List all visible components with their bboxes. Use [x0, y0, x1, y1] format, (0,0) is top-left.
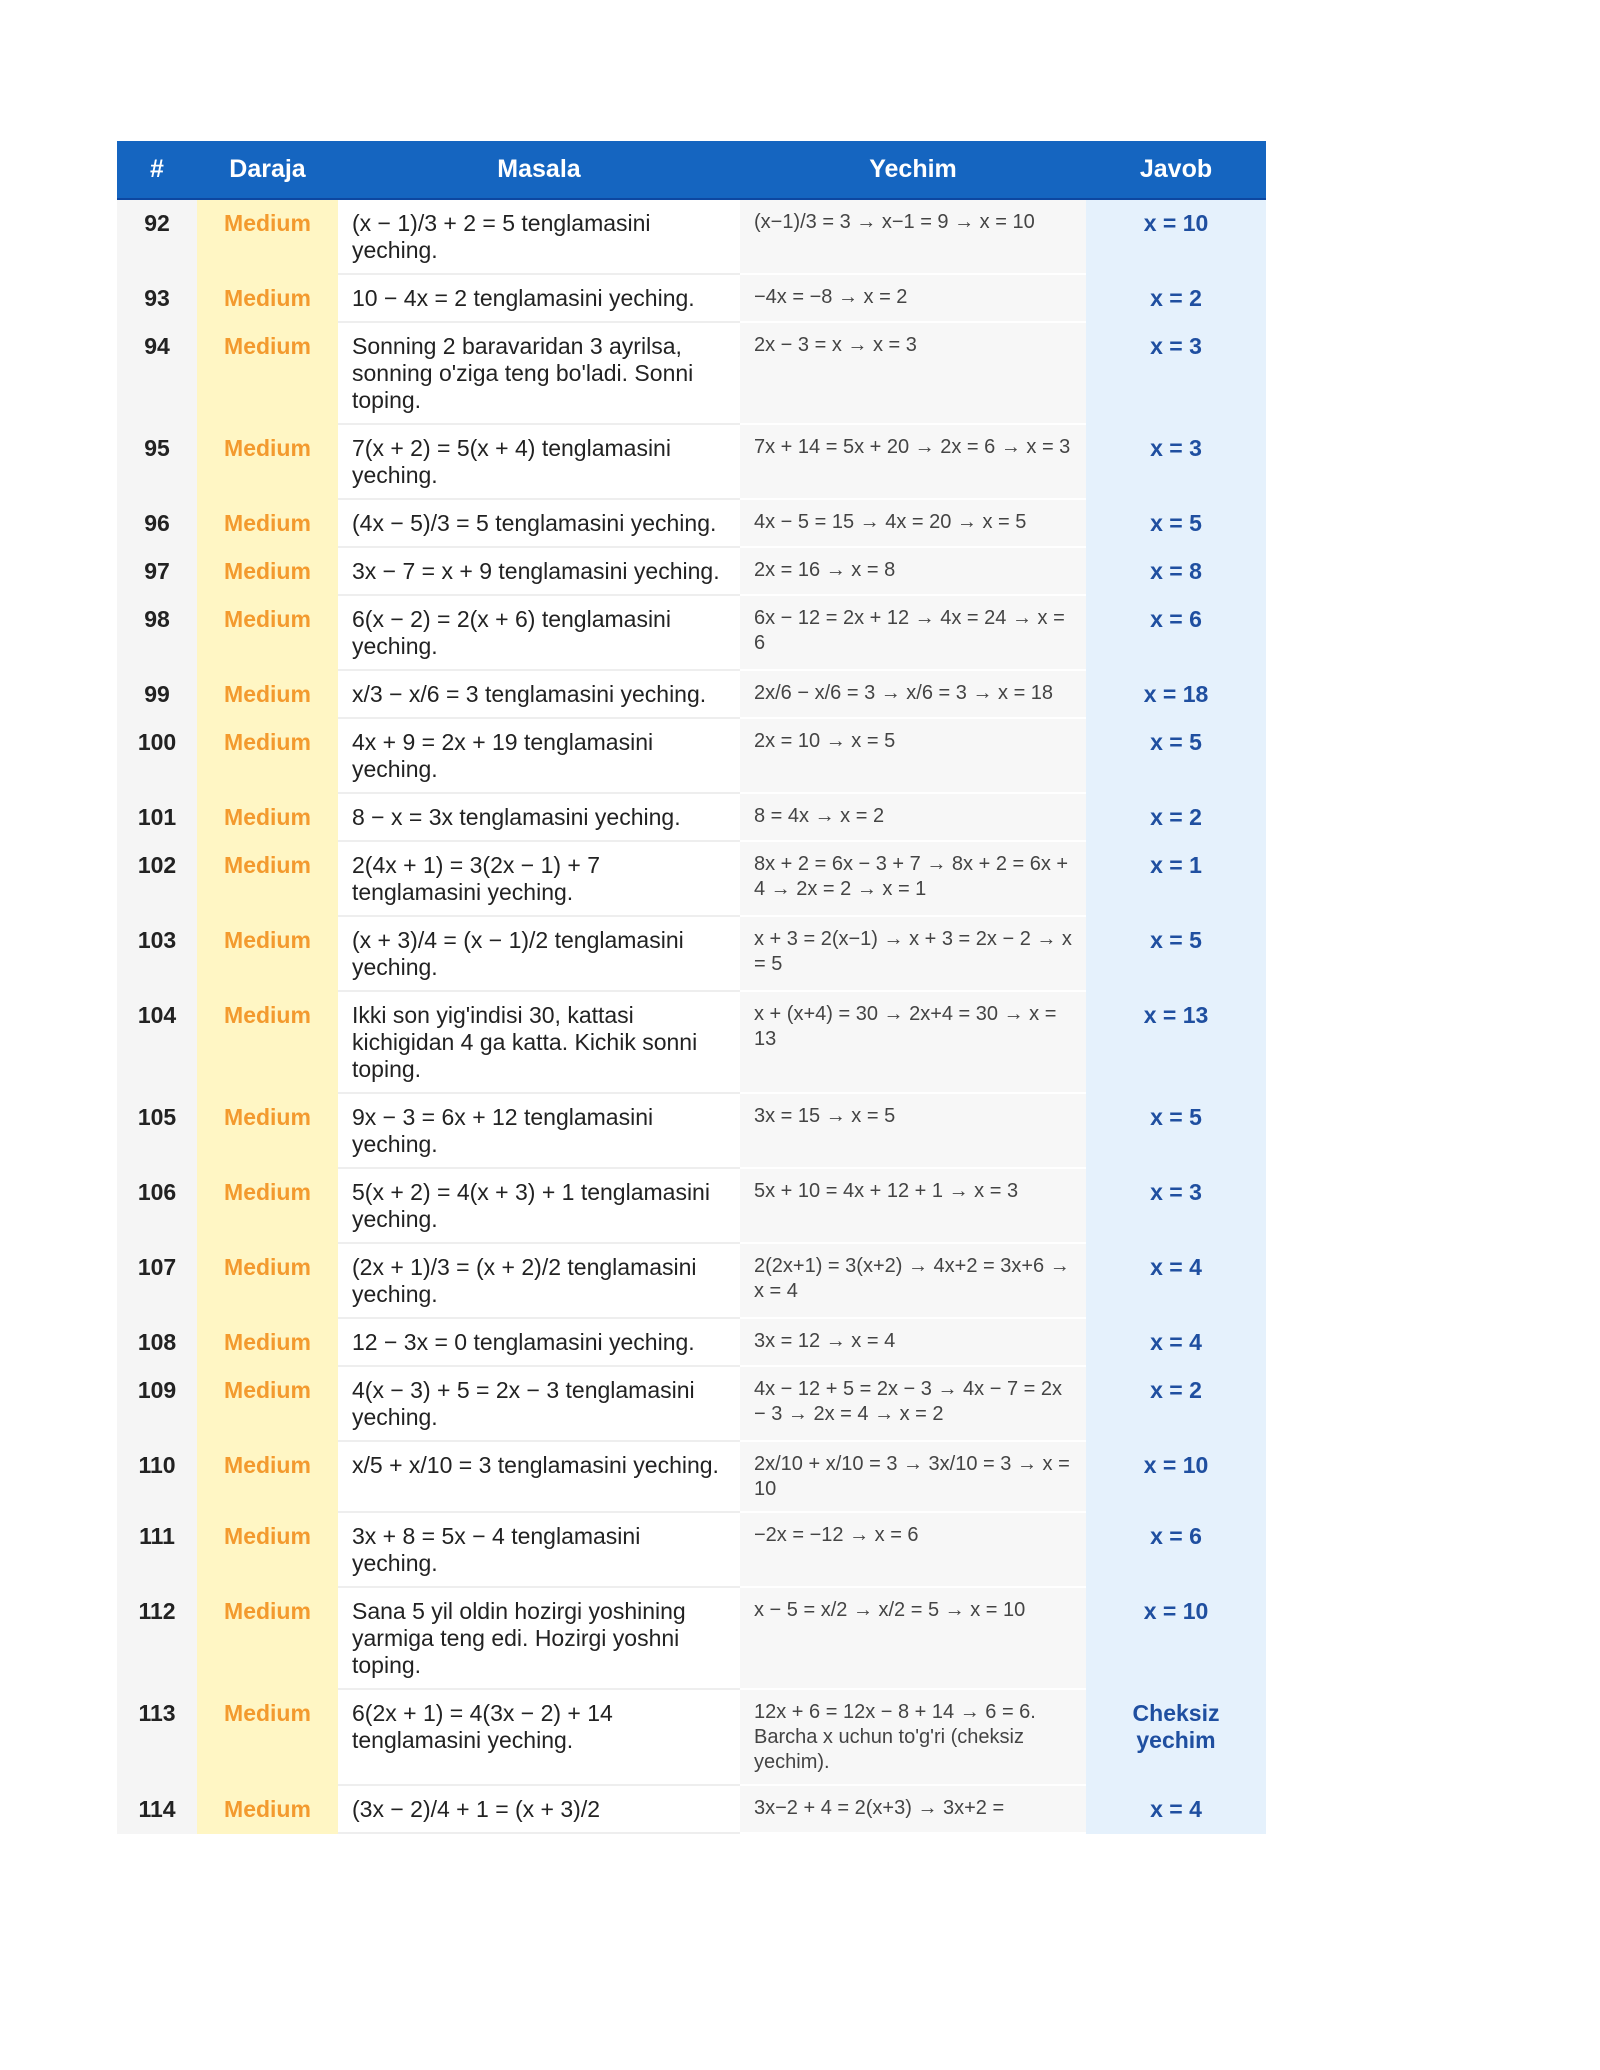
difficulty-level: Medium — [197, 548, 338, 596]
table-row — [117, 596, 1266, 671]
difficulty-level: Medium — [197, 500, 338, 548]
problem-text: (3x − 2)/4 + 1 = (x + 3)/2 — [338, 1786, 740, 1834]
row-number: 103 — [117, 917, 197, 992]
answer-text: x = 13 — [1086, 992, 1266, 1094]
problem-text: Ikki son yig'indisi 30, kattasi kichigidan 4 ga katta. Kichik sonni toping. — [338, 992, 740, 1094]
answer-text: x = 3 — [1086, 425, 1266, 500]
table-row — [117, 1786, 1266, 1834]
table-row — [117, 500, 1266, 548]
problem-text: 3x − 7 = x + 9 tenglamasini yeching. — [338, 548, 740, 596]
answer-text: x = 10 — [1086, 1442, 1266, 1513]
table-row — [117, 1319, 1266, 1367]
table-row — [117, 992, 1266, 1094]
difficulty-level: Medium — [197, 917, 338, 992]
table-row — [117, 1513, 1266, 1588]
answer-text: x = 5 — [1086, 1094, 1266, 1169]
difficulty-level: Medium — [197, 275, 338, 323]
problem-text: 2(4x + 1) = 3(2x − 1) + 7 tenglamasini yeching. — [338, 842, 740, 917]
row-number: 104 — [117, 992, 197, 1094]
row-number: 108 — [117, 1319, 197, 1367]
table-body — [117, 200, 1266, 1834]
solution-text: 2x = 16 → x = 8 — [740, 548, 1086, 596]
solution-text: 7x + 14 = 5x + 20 → 2x = 6 → x = 3 — [740, 425, 1086, 500]
answer-text: x = 2 — [1086, 275, 1266, 323]
answer-text: x = 3 — [1086, 323, 1266, 425]
answer-text: x = 4 — [1086, 1244, 1266, 1319]
row-number: 107 — [117, 1244, 197, 1319]
header-level: Daraja — [197, 141, 338, 200]
problem-text: 4(x − 3) + 5 = 2x − 3 tenglamasini yeching. — [338, 1367, 740, 1442]
row-number: 112 — [117, 1588, 197, 1690]
row-number: 99 — [117, 671, 197, 719]
difficulty-level: Medium — [197, 992, 338, 1094]
table-row — [117, 1169, 1266, 1244]
solution-text: 2x/10 + x/10 = 3 → 3x/10 = 3 → x = 10 — [740, 1442, 1086, 1513]
difficulty-level: Medium — [197, 1094, 338, 1169]
row-number: 111 — [117, 1513, 197, 1588]
table-row — [117, 548, 1266, 596]
solution-text: 2x/6 − x/6 = 3 → x/6 = 3 → x = 18 — [740, 671, 1086, 719]
problems-table — [117, 141, 1266, 1834]
table-row — [117, 200, 1266, 275]
problem-text: 3x + 8 = 5x − 4 tenglamasini yeching. — [338, 1513, 740, 1588]
answer-text: x = 5 — [1086, 500, 1266, 548]
answer-text: x = 5 — [1086, 917, 1266, 992]
difficulty-level: Medium — [197, 719, 338, 794]
header-number: # — [117, 141, 197, 200]
difficulty-level: Medium — [197, 1588, 338, 1690]
table-row — [117, 275, 1266, 323]
answer-text: x = 4 — [1086, 1786, 1266, 1834]
difficulty-level: Medium — [197, 1442, 338, 1513]
solution-text: 3x−2 + 4 = 2(x+3) → 3x+2 = — [740, 1786, 1086, 1834]
problem-text: Sonning 2 baravaridan 3 ayrilsa, sonning o'ziga teng bo'ladi. Sonni toping. — [338, 323, 740, 425]
row-number: 100 — [117, 719, 197, 794]
difficulty-level: Medium — [197, 200, 338, 275]
row-number: 105 — [117, 1094, 197, 1169]
solution-text: 2x = 10 → x = 5 — [740, 719, 1086, 794]
row-number: 94 — [117, 323, 197, 425]
problem-text: x/3 − x/6 = 3 tenglamasini yeching. — [338, 671, 740, 719]
answer-text: x = 4 — [1086, 1319, 1266, 1367]
problem-text: 5(x + 2) = 4(x + 3) + 1 tenglamasini yeching. — [338, 1169, 740, 1244]
header-problem: Masala — [338, 141, 740, 200]
table-row — [117, 425, 1266, 500]
answer-text: x = 18 — [1086, 671, 1266, 719]
row-number: 106 — [117, 1169, 197, 1244]
table-row — [117, 671, 1266, 719]
table-row — [117, 1588, 1266, 1690]
answer-text: x = 2 — [1086, 1367, 1266, 1442]
answer-text: x = 6 — [1086, 596, 1266, 671]
table-row — [117, 1094, 1266, 1169]
difficulty-level: Medium — [197, 1319, 338, 1367]
table-row — [117, 794, 1266, 842]
table-row — [117, 1690, 1266, 1786]
solution-text: 8 = 4x → x = 2 — [740, 794, 1086, 842]
difficulty-level: Medium — [197, 794, 338, 842]
solution-text: x + (x+4) = 30 → 2x+4 = 30 → x = 13 — [740, 992, 1086, 1094]
difficulty-level: Medium — [197, 1244, 338, 1319]
difficulty-level: Medium — [197, 1169, 338, 1244]
difficulty-level: Medium — [197, 1690, 338, 1786]
problem-text: 4x + 9 = 2x + 19 tenglamasini yeching. — [338, 719, 740, 794]
solution-text: 2(2x+1) = 3(x+2) → 4x+2 = 3x+6 → x = 4 — [740, 1244, 1086, 1319]
problem-text: (4x − 5)/3 = 5 tenglamasini yeching. — [338, 500, 740, 548]
solution-text: 2x − 3 = x → x = 3 — [740, 323, 1086, 425]
solution-text: −2x = −12 → x = 6 — [740, 1513, 1086, 1588]
solution-text: 3x = 15 → x = 5 — [740, 1094, 1086, 1169]
solution-text: 4x − 5 = 15 → 4x = 20 → x = 5 — [740, 500, 1086, 548]
solution-text: 5x + 10 = 4x + 12 + 1 → x = 3 — [740, 1169, 1086, 1244]
solution-text: (x−1)/3 = 3 → x−1 = 9 → x = 10 — [740, 200, 1086, 275]
row-number: 92 — [117, 200, 197, 275]
problem-text: Sana 5 yil oldin hozirgi yoshining yarmiga teng edi. Hozirgi yoshni toping. — [338, 1588, 740, 1690]
difficulty-level: Medium — [197, 425, 338, 500]
header-solution: Yechim — [740, 141, 1086, 200]
table-row — [117, 1244, 1266, 1319]
row-number: 110 — [117, 1442, 197, 1513]
answer-text: x = 3 — [1086, 1169, 1266, 1244]
answer-text: x = 8 — [1086, 548, 1266, 596]
solution-text: −4x = −8 → x = 2 — [740, 275, 1086, 323]
table-row — [117, 719, 1266, 794]
solution-text: 6x − 12 = 2x + 12 → 4x = 24 → x = 6 — [740, 596, 1086, 671]
row-number: 101 — [117, 794, 197, 842]
row-number: 98 — [117, 596, 197, 671]
problem-text: 6(2x + 1) = 4(3x − 2) + 14 tenglamasini yeching. — [338, 1690, 740, 1786]
solution-text: 4x − 12 + 5 = 2x − 3 → 4x − 7 = 2x − 3 → 2x = 4 → x = 2 — [740, 1367, 1086, 1442]
problem-text: (x − 1)/3 + 2 = 5 tenglamasini yeching. — [338, 200, 740, 275]
difficulty-level: Medium — [197, 323, 338, 425]
difficulty-level: Medium — [197, 1513, 338, 1588]
table-row — [117, 1442, 1266, 1513]
answer-text: x = 1 — [1086, 842, 1266, 917]
problem-text: x/5 + x/10 = 3 tenglamasini yeching. — [338, 1442, 740, 1513]
table-row — [117, 917, 1266, 992]
solution-text: 8x + 2 = 6x − 3 + 7 → 8x + 2 = 6x + 4 → 2x = 2 → x = 1 — [740, 842, 1086, 917]
answer-text: Cheksiz yechim — [1086, 1690, 1266, 1786]
solution-text: x + 3 = 2(x−1) → x + 3 = 2x − 2 → x = 5 — [740, 917, 1086, 992]
problem-text: 9x − 3 = 6x + 12 tenglamasini yeching. — [338, 1094, 740, 1169]
solution-text: 3x = 12 → x = 4 — [740, 1319, 1086, 1367]
row-number: 109 — [117, 1367, 197, 1442]
difficulty-level: Medium — [197, 1367, 338, 1442]
problem-text: 6(x − 2) = 2(x + 6) tenglamasini yeching. — [338, 596, 740, 671]
table-row — [117, 842, 1266, 917]
answer-text: x = 10 — [1086, 1588, 1266, 1690]
row-number: 96 — [117, 500, 197, 548]
row-number: 113 — [117, 1690, 197, 1786]
row-number: 102 — [117, 842, 197, 917]
answer-text: x = 6 — [1086, 1513, 1266, 1588]
row-number: 114 — [117, 1786, 197, 1834]
problem-text: 10 − 4x = 2 tenglamasini yeching. — [338, 275, 740, 323]
row-number: 97 — [117, 548, 197, 596]
solution-text: x − 5 = x/2 → x/2 = 5 → x = 10 — [740, 1588, 1086, 1690]
difficulty-level: Medium — [197, 596, 338, 671]
table-row — [117, 1367, 1266, 1442]
difficulty-level: Medium — [197, 1786, 338, 1834]
problem-text: 8 − x = 3x tenglamasini yeching. — [338, 794, 740, 842]
problem-text: 7(x + 2) = 5(x + 4) tenglamasini yeching. — [338, 425, 740, 500]
difficulty-level: Medium — [197, 842, 338, 917]
table-header — [117, 141, 1266, 200]
answer-text: x = 10 — [1086, 200, 1266, 275]
solution-text: 12x + 6 = 12x − 8 + 14 → 6 = 6. Barcha x uchun to'g'ri (cheksiz yechim). — [740, 1690, 1086, 1786]
problem-text: 12 − 3x = 0 tenglamasini yeching. — [338, 1319, 740, 1367]
row-number: 95 — [117, 425, 197, 500]
problem-text: (2x + 1)/3 = (x + 2)/2 tenglamasini yeching. — [338, 1244, 740, 1319]
table-row — [117, 323, 1266, 425]
problem-text: (x + 3)/4 = (x − 1)/2 tenglamasini yeching. — [338, 917, 740, 992]
header-answer: Javob — [1086, 141, 1266, 200]
row-number: 93 — [117, 275, 197, 323]
answer-text: x = 2 — [1086, 794, 1266, 842]
answer-text: x = 5 — [1086, 719, 1266, 794]
difficulty-level: Medium — [197, 671, 338, 719]
